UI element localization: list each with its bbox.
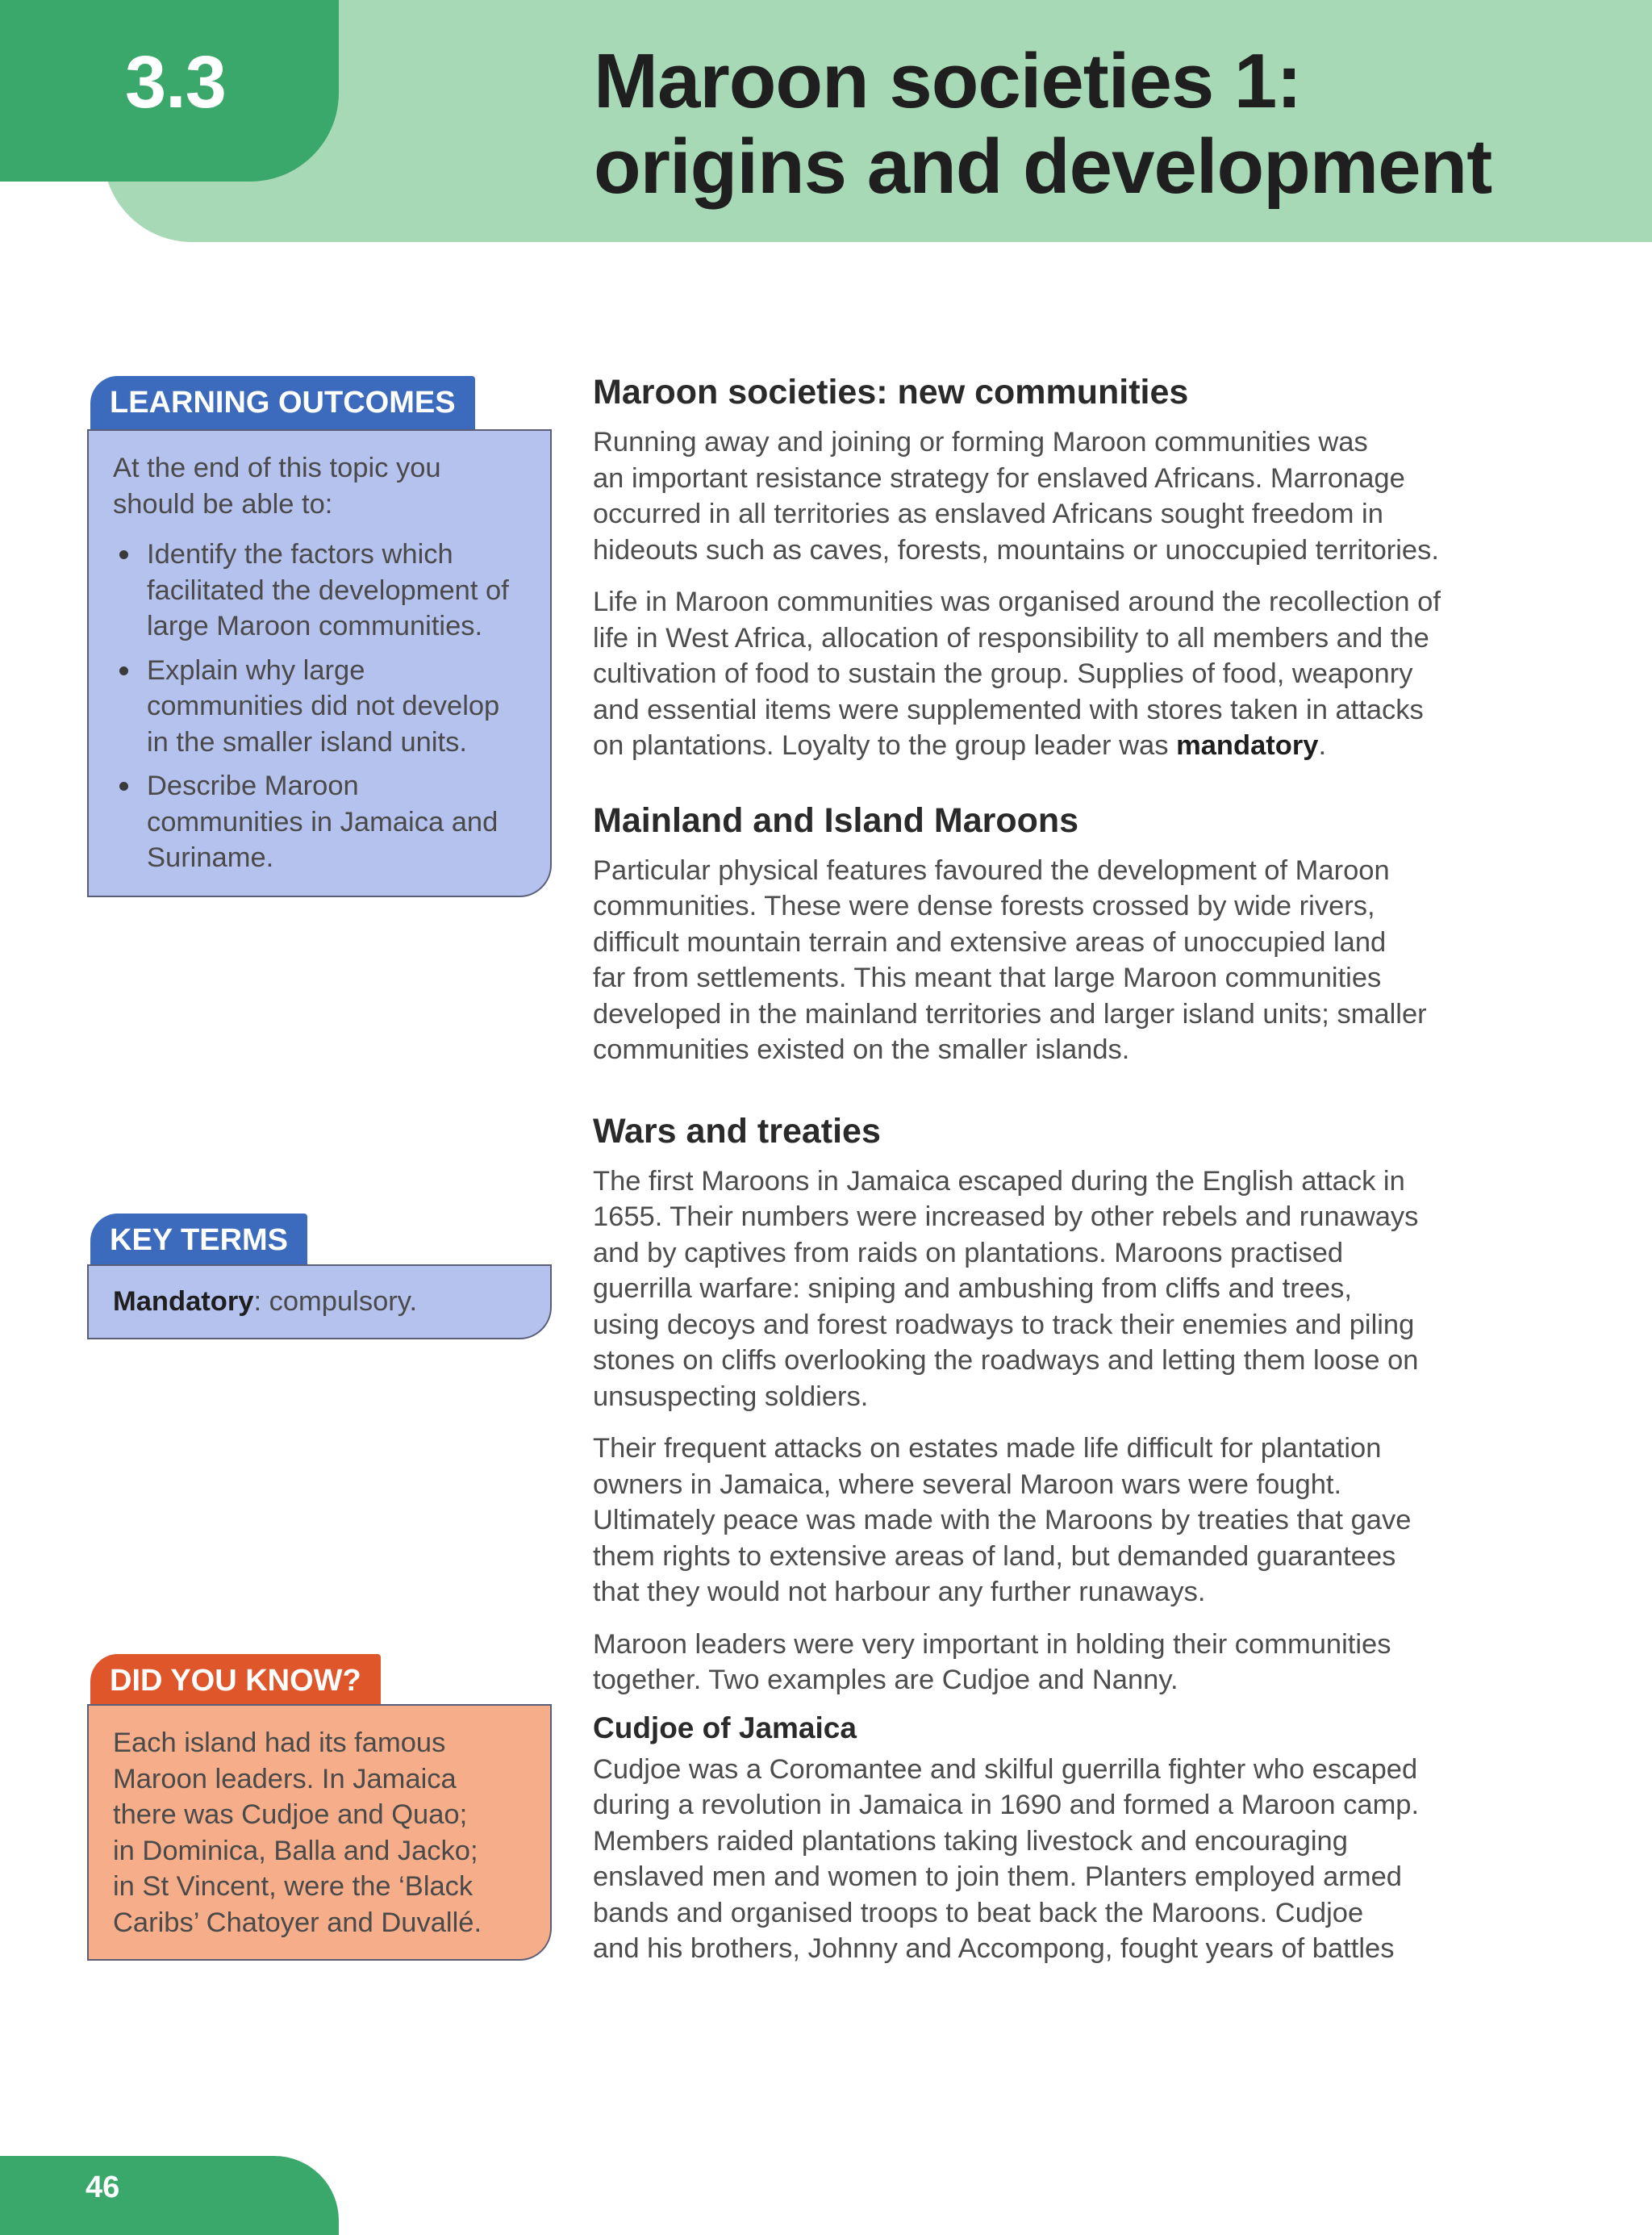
text-line: communities. These were dense forests crossed by wide rivers, <box>593 891 1375 921</box>
text-line: hideouts such as caves, forests, mountains or unoccupied territories. <box>593 534 1439 566</box>
text-line: there was Cudjoe and Quao; <box>113 1799 468 1830</box>
learning-outcome-item <box>113 768 534 876</box>
text-line: Caribs’ Chatoyer and Duvallé. <box>113 1907 482 1938</box>
text-run: on plantations. Loyalty to the group leader was <box>593 730 1177 761</box>
text-line: Running away and joining or forming Maroon communities was <box>593 427 1368 457</box>
text-line: large Maroon communities. <box>147 611 483 641</box>
learning-outcomes-list <box>113 537 534 876</box>
text-line: in St Vincent, were the ‘Black <box>113 1871 473 1902</box>
learning-outcomes-label: LEARNING OUTCOMES <box>90 376 475 429</box>
text-line: Maroon leaders. In Jamaica <box>113 1763 457 1794</box>
section-heading: Maroon societies: new communities <box>593 373 1189 411</box>
text-line: communities did not develop <box>147 691 500 721</box>
key-term: Mandatory <box>113 1286 254 1317</box>
text-line: Suriname. <box>147 842 274 873</box>
text-line: them rights to extensive areas of land, but demanded guarantees <box>593 1540 1396 1572</box>
text-line: developed in the mainland territories and larger island units; smaller <box>593 998 1427 1030</box>
text-line: Members raided plantations taking livestock and encouraging <box>593 1825 1348 1857</box>
text-line: At the end of this topic you <box>113 453 441 483</box>
text-line: that they would not harbour any further runaways. <box>593 1577 1206 1607</box>
text-line: life in West Africa, allocation of responsibility to all members and the <box>593 622 1429 654</box>
page-title-line: Maroon societies 1: <box>594 38 1302 124</box>
page-title <box>594 39 1491 210</box>
text-line: cultivation of food to sustain the group. Supplies of food, weaponry <box>593 658 1413 689</box>
text-line: owners in Jamaica, where several Maroon wars were fought. <box>593 1468 1342 1500</box>
footer-tab <box>0 2156 339 2235</box>
text-line: and his brothers, Johnny and Accompong, fought years of battles <box>593 1933 1395 1964</box>
text-line: in the smaller island units. <box>147 726 467 758</box>
text-line: guerrilla warfare: sniping and ambushing from cliffs and trees, <box>593 1273 1352 1304</box>
text-line: using decoys and forest roadways to track their enemies and piling <box>593 1309 1415 1340</box>
text-line: together. Two examples are Cudjoe and Nanny. <box>593 1665 1179 1695</box>
key-term-definition: : compulsory. <box>253 1286 418 1317</box>
key-terms-label: KEY TERMS <box>90 1214 307 1267</box>
text-line <box>593 728 1488 764</box>
key-terms-box <box>87 1264 552 1339</box>
text-line: communities in Jamaica and <box>147 806 499 838</box>
paragraph <box>593 1627 1488 1698</box>
text-line: Cudjoe was a Coromantee and skilful guerrilla fighter who escaped <box>593 1753 1418 1785</box>
text-line: during a revolution in Jamaica in 1690 and formed a Maroon camp. <box>593 1790 1420 1820</box>
did-you-know-box <box>87 1704 552 1961</box>
subsection-heading: Cudjoe of Jamaica <box>593 1711 857 1744</box>
text-line: occurred in all territories as enslaved Africans sought freedom in <box>593 499 1383 529</box>
text-line: Each island had its famous <box>113 1727 446 1758</box>
section-heading: Wars and treaties <box>593 1111 881 1151</box>
text-line: The first Maroons in Jamaica escaped during the English attack in <box>593 1165 1405 1197</box>
text-line: far from settlements. This meant that large Maroon communities <box>593 963 1382 993</box>
text-line: enslaved men and women to join them. Planters employed armed <box>593 1861 1402 1892</box>
paragraph <box>593 1163 1488 1415</box>
text-line: Their frequent attacks on estates made life difficult for plantation <box>593 1433 1382 1464</box>
text-line: Describe Maroon <box>147 771 359 801</box>
main-column <box>593 371 1488 1967</box>
text-line: 1655. Their numbers were increased by other rebels and runaways <box>593 1201 1419 1232</box>
page-title-line: origins and development <box>594 123 1492 210</box>
paragraph <box>593 1431 1488 1610</box>
topic-number: 3.3 <box>125 41 226 123</box>
learning-outcome-item <box>113 537 534 645</box>
did-you-know-label: DID YOU KNOW? <box>90 1654 381 1707</box>
text-line: difficult mountain terrain and extensive areas of unoccupied land <box>593 926 1387 958</box>
bold-term: mandatory <box>1176 730 1319 761</box>
text-run: . <box>1318 730 1327 761</box>
text-line: Identify the factors which <box>147 539 453 570</box>
paragraph <box>593 584 1488 764</box>
paragraph <box>593 1752 1488 1967</box>
text-line: and by captives from raids on plantations. Maroons practised <box>593 1237 1344 1268</box>
text-line: stones on cliffs overlooking the roadways and letting them loose on <box>593 1345 1419 1376</box>
text-line: an important resistance strategy for enslaved Africans. Marronage <box>593 462 1405 494</box>
learning-outcome-item <box>113 653 534 761</box>
learning-outcomes-box <box>87 429 552 897</box>
text-line: facilitated the development of <box>147 574 509 606</box>
text-line: Ultimately peace was made with the Maroons by treaties that gave <box>593 1505 1412 1535</box>
text-line: Maroon leaders were very important in holding their communities <box>593 1628 1391 1660</box>
paragraph <box>593 853 1488 1068</box>
text-line: in Dominica, Balla and Jacko; <box>113 1835 478 1866</box>
text-line: Life in Maroon communities was organised around the recollection of <box>593 587 1441 617</box>
paragraph <box>593 424 1488 568</box>
text-line: Explain why large <box>147 654 365 686</box>
learning-outcomes-intro <box>113 450 534 522</box>
text-line: bands and organised troops to beat back the Maroons. Cudjoe <box>593 1897 1364 1928</box>
section-heading: Mainland and Island Maroons <box>593 800 1079 840</box>
text-line: should be able to: <box>113 488 333 520</box>
text-line: Particular physical features favoured the development of Maroon <box>593 854 1390 886</box>
text-line: and essential items were supplemented with stores taken in attacks <box>593 694 1424 725</box>
page-number: 46 <box>86 2170 120 2204</box>
text-line: communities existed on the smaller islands. <box>593 1034 1130 1065</box>
text-line: unsuspecting soldiers. <box>593 1381 869 1412</box>
